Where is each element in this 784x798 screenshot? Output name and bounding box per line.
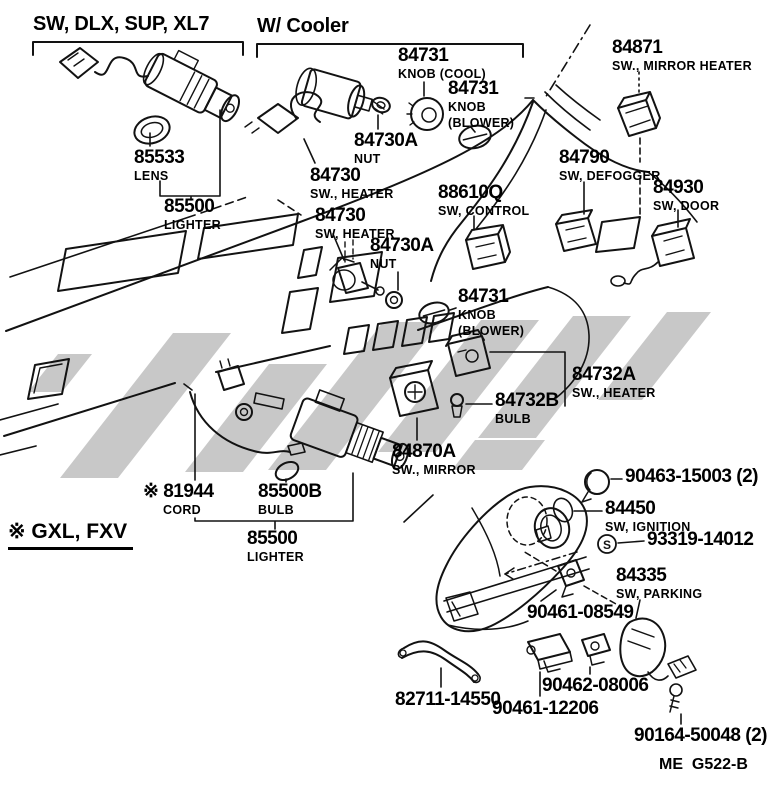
part-number: 84731 — [458, 286, 509, 307]
label-84871 — [612, 38, 752, 73]
label-84790 — [559, 148, 661, 183]
part-description: SW, DEFOGGER — [559, 169, 661, 183]
variant-header-dlx-sup-xl7: SW, DLX, SUP, XL7 — [33, 13, 210, 35]
part-description: LIGHTER — [164, 218, 221, 232]
part-number: 90463-15003 (2) — [625, 466, 758, 487]
part-description: SW, DOOR — [653, 199, 720, 213]
part-description: SW, PARKING — [616, 587, 703, 601]
label-88610q — [438, 183, 530, 218]
part-description: KNOB (COOL) — [398, 67, 487, 81]
part-number: 85533 — [134, 147, 185, 168]
part-description: BULB — [495, 412, 531, 426]
part-description: KNOB — [458, 308, 497, 322]
part-description: SW, CONTROL — [438, 204, 530, 218]
part-number: 84335 — [616, 565, 667, 586]
label-85500-bottom — [247, 529, 304, 564]
screw-symbol — [598, 535, 616, 553]
part-number: 84732B — [495, 390, 559, 411]
part-description: BULB — [258, 503, 294, 517]
label-90463-15003 — [625, 467, 758, 486]
part-description: (BLOWER) — [458, 324, 525, 339]
part-number: 84930 — [653, 177, 704, 198]
label-84335 — [616, 566, 702, 601]
part-description: SW., MIRROR — [392, 463, 476, 477]
label-84730a-nut-top — [354, 131, 418, 166]
part-number: 84730 — [315, 205, 366, 226]
part-number: 85500 — [164, 196, 215, 217]
figure-code: ME G522-B — [659, 756, 748, 773]
variant-header-with-cooler: W/ Cooler — [257, 15, 349, 37]
part-number: ※ 81944 — [143, 481, 214, 502]
part-number: 84730A — [370, 235, 434, 256]
part-description: SW., MIRROR HEATER — [612, 59, 752, 73]
part-number: 84790 — [559, 147, 610, 168]
label-84731-knob-cool — [398, 46, 486, 81]
label-85500-top — [164, 197, 221, 232]
part-description: LIGHTER — [247, 550, 304, 564]
label-81944 — [143, 482, 214, 517]
part-number: 93319-14012 — [647, 529, 754, 550]
part-number: 84871 — [612, 37, 663, 58]
label-84732a — [572, 365, 656, 400]
part-number: 84730A — [354, 130, 418, 151]
part-description: CORD — [163, 503, 202, 517]
part-description: SW, IGNITION — [605, 520, 691, 534]
label-84730a-nut-main — [370, 236, 434, 271]
part-description: SW, HEATER — [315, 227, 395, 241]
label-84730-sw-heater-cooler — [310, 166, 394, 201]
label-85533 — [134, 148, 184, 183]
part-number: 82711-14550 — [395, 689, 501, 710]
part-description: SW., HEATER — [310, 187, 394, 201]
part-description: (BLOWER) — [448, 116, 515, 131]
part-description: NUT — [354, 152, 381, 166]
label-90461-12206 — [492, 699, 599, 718]
svg-text:S: S — [602, 538, 612, 552]
label-84930 — [653, 178, 719, 213]
part-number: 90462-08006 — [542, 675, 649, 696]
part-description: LENS — [134, 169, 169, 183]
part-number: 90461-08549 — [527, 602, 634, 623]
part-number: 85500B — [258, 481, 322, 502]
label-82711-14550 — [395, 690, 500, 709]
label-90461-08549 — [527, 603, 634, 622]
part-number: 84731 — [398, 45, 449, 66]
label-90462-08006 — [542, 676, 649, 695]
part-description: KNOB — [448, 100, 487, 114]
label-84731-knob-blower-top — [448, 79, 514, 131]
part-number: 84732A — [572, 364, 636, 385]
part-number: 84731 — [448, 78, 499, 99]
part-number: 84450 — [605, 498, 656, 519]
label-85500b — [258, 482, 322, 517]
part-number: 90164-50048 (2) — [634, 725, 767, 746]
label-84731-knob-blower-mid — [458, 287, 524, 339]
label-90164-50048 — [634, 726, 767, 745]
part-number: 85500 — [247, 528, 298, 549]
part-number: 90461-12206 — [492, 698, 599, 719]
applicability-note-gxl-fxv: ※ GXL, FXV — [8, 521, 133, 550]
part-description: SW., HEATER — [572, 386, 656, 400]
label-84732b — [495, 391, 559, 426]
label-84870a — [392, 442, 476, 477]
part-number: 84730 — [310, 165, 361, 186]
part-description: NUT — [370, 257, 397, 271]
part-number: 84870A — [392, 441, 456, 462]
part-number: 88610Q — [438, 182, 503, 203]
label-93319-14012 — [647, 530, 754, 549]
